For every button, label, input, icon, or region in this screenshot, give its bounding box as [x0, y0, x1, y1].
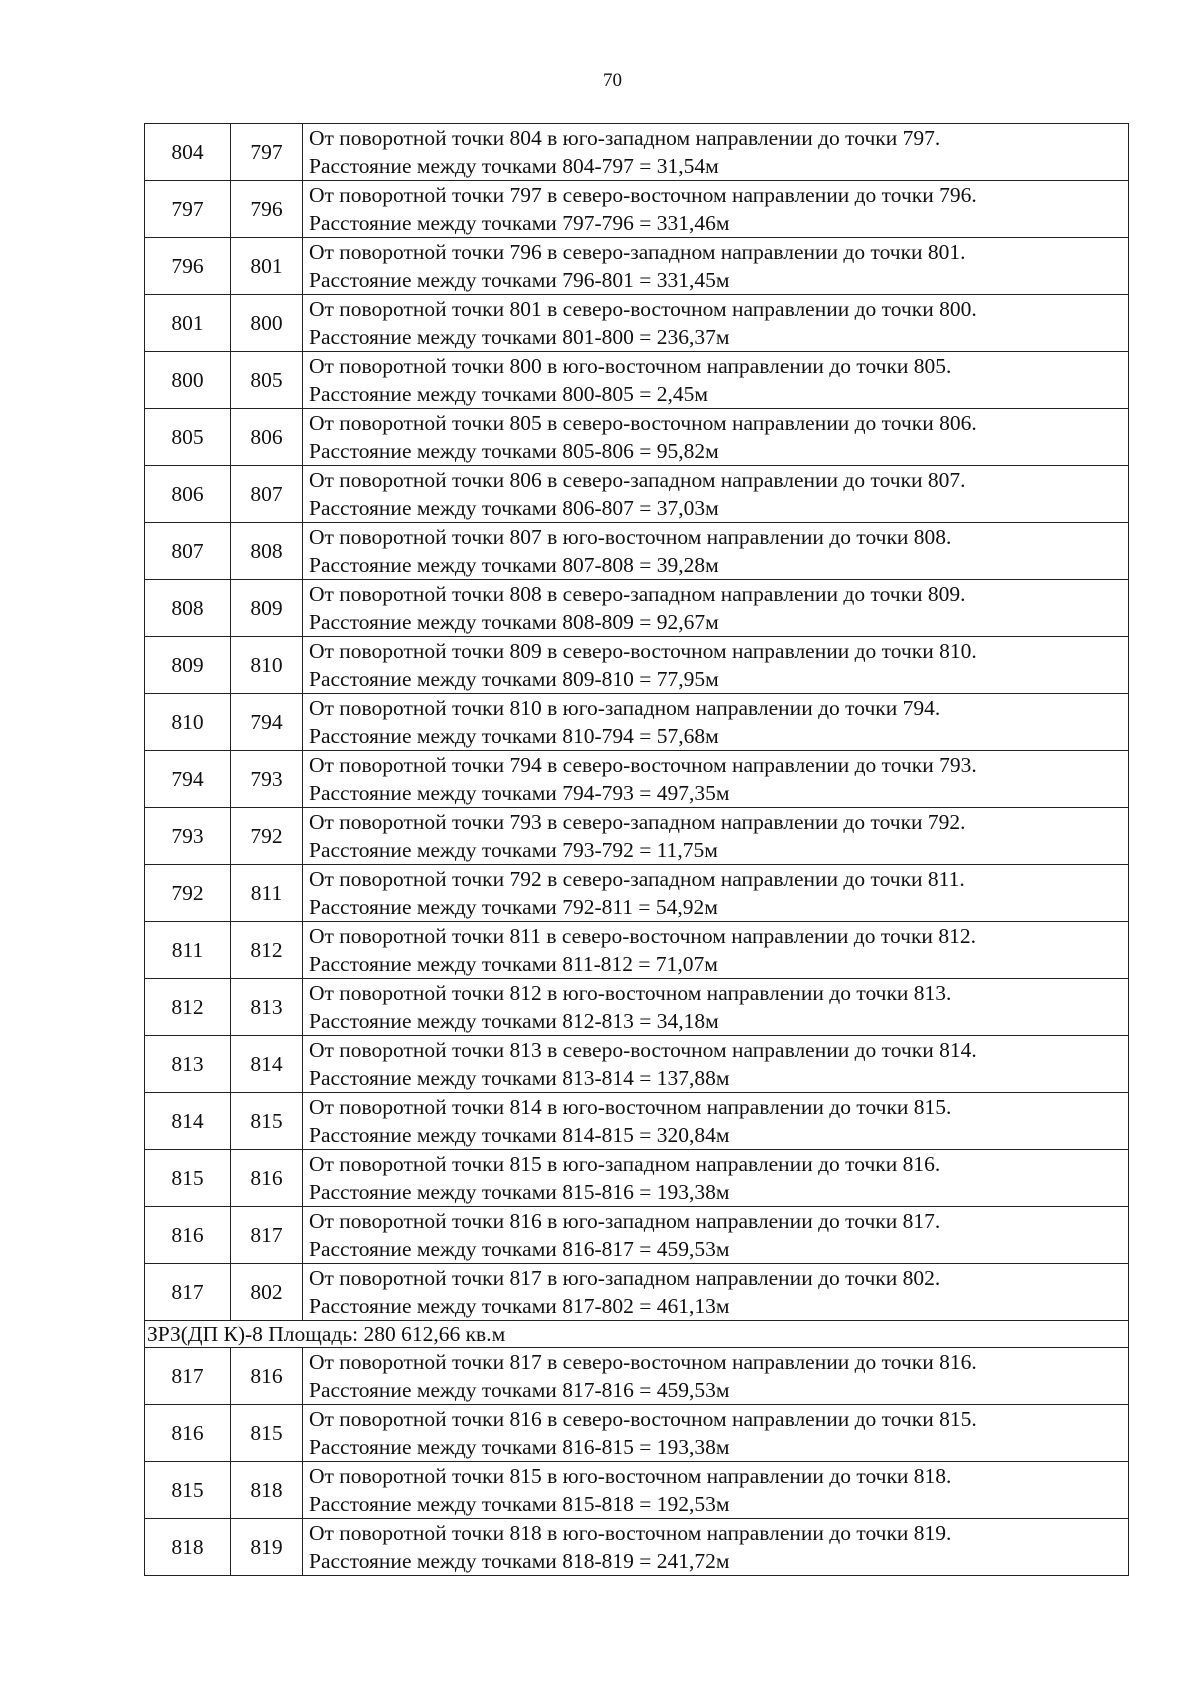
direction-text: От поворотной точки 815 в юго-западном направлении до точки 816.: [309, 1152, 941, 1176]
table-row: [145, 1348, 1129, 1405]
description-cell: [303, 751, 1129, 808]
distance-text: Расстояние между точками 793-792 = 11,75м: [309, 838, 718, 862]
table-row: [145, 694, 1129, 751]
to-point-cell: 816: [231, 1150, 303, 1207]
to-point-cell: 814: [231, 1036, 303, 1093]
description-cell: [303, 466, 1129, 523]
direction-text: От поворотной точки 796 в северо-западном направлении до точки 801.: [309, 240, 966, 264]
from-point-cell: 812: [145, 979, 231, 1036]
table-row: [145, 295, 1129, 352]
description-cell: [303, 1348, 1129, 1405]
distance-text: Расстояние между точками 810-794 = 57,68м: [309, 724, 719, 748]
table-row: [145, 865, 1129, 922]
description-cell: [303, 979, 1129, 1036]
to-point-cell: 805: [231, 352, 303, 409]
description-cell: [303, 808, 1129, 865]
to-point-cell: 816: [231, 1348, 303, 1405]
from-point-cell: 815: [145, 1462, 231, 1519]
from-point-cell: 794: [145, 751, 231, 808]
table-row: [145, 1207, 1129, 1264]
direction-text: От поворотной точки 810 в юго-западном направлении до точки 794.: [309, 696, 941, 720]
distance-text: Расстояние между точками 809-810 = 77,95м: [309, 667, 719, 691]
to-point-cell: 796: [231, 181, 303, 238]
distance-text: Расстояние между точками 792-811 = 54,92м: [309, 895, 718, 919]
distance-text: Расстояние между точками 816-817 = 459,53м: [309, 1237, 730, 1261]
table-row: [145, 1093, 1129, 1150]
direction-text: От поворотной точки 794 в северо-восточном направлении до точки 793.: [309, 753, 977, 777]
distance-text: Расстояние между точками 818-819 = 241,72м: [309, 1549, 730, 1573]
table-row: [145, 124, 1129, 181]
description-cell: [303, 181, 1129, 238]
distance-text: Расстояние между точками 814-815 = 320,84м: [309, 1123, 730, 1147]
direction-text: От поворотной точки 811 в северо-восточном направлении до точки 812.: [309, 924, 976, 948]
to-point-cell: 817: [231, 1207, 303, 1264]
description-cell: [303, 922, 1129, 979]
description-cell: [303, 694, 1129, 751]
from-point-cell: 806: [145, 466, 231, 523]
from-point-cell: 805: [145, 409, 231, 466]
to-point-cell: 797: [231, 124, 303, 181]
from-point-cell: 810: [145, 694, 231, 751]
direction-text: От поворотной точки 815 в юго-восточном направлении до точки 818.: [309, 1464, 952, 1488]
from-point-cell: 793: [145, 808, 231, 865]
direction-text: От поворотной точки 818 в юго-восточном направлении до точки 819.: [309, 1521, 952, 1545]
table-row: [145, 1036, 1129, 1093]
table-row: [145, 1462, 1129, 1519]
table-row: [145, 181, 1129, 238]
distance-text: Расстояние между точками 797-796 = 331,46м: [309, 211, 730, 235]
description-cell: [303, 1519, 1129, 1576]
distance-text: Расстояние между точками 796-801 = 331,45м: [309, 268, 730, 292]
distance-text: Расстояние между точками 813-814 = 137,88м: [309, 1066, 730, 1090]
description-cell: [303, 352, 1129, 409]
to-point-cell: 792: [231, 808, 303, 865]
direction-text: От поворотной точки 797 в северо-восточном направлении до точки 796.: [309, 183, 977, 207]
from-point-cell: 816: [145, 1405, 231, 1462]
to-point-cell: 809: [231, 580, 303, 637]
from-point-cell: 809: [145, 637, 231, 694]
from-point-cell: 796: [145, 238, 231, 295]
table-row: [145, 352, 1129, 409]
table-row: [145, 409, 1129, 466]
description-cell: [303, 523, 1129, 580]
distance-text: Расстояние между точками 805-806 = 95,82м: [309, 439, 719, 463]
table-row: [145, 808, 1129, 865]
description-cell: [303, 295, 1129, 352]
to-point-cell: 800: [231, 295, 303, 352]
section-header: ЗРЗ(ДП К)-8 Площадь: 280 612,66 кв.м: [145, 1321, 1129, 1348]
distance-text: Расстояние между точками 806-807 = 37,03м: [309, 496, 719, 520]
distance-text: Расстояние между точками 817-816 = 459,53м: [309, 1378, 730, 1402]
distance-text: Расстояние между точками 816-815 = 193,38м: [309, 1435, 730, 1459]
description-cell: [303, 1150, 1129, 1207]
direction-text: От поворотной точки 806 в северо-западном направлении до точки 807.: [309, 468, 966, 492]
description-cell: [303, 1462, 1129, 1519]
to-point-cell: 815: [231, 1405, 303, 1462]
distance-text: Расстояние между точками 808-809 = 92,67м: [309, 610, 719, 634]
to-point-cell: 794: [231, 694, 303, 751]
description-cell: [303, 124, 1129, 181]
to-point-cell: 793: [231, 751, 303, 808]
table-row: [145, 922, 1129, 979]
from-point-cell: 814: [145, 1093, 231, 1150]
table-row: [145, 1519, 1129, 1576]
table-row: [145, 466, 1129, 523]
direction-text: От поворотной точки 813 в северо-восточном направлении до точки 814.: [309, 1038, 977, 1062]
from-point-cell: 807: [145, 523, 231, 580]
section-header-row: [145, 1321, 1129, 1348]
direction-text: От поворотной точки 800 в юго-восточном направлении до точки 805.: [309, 354, 952, 378]
from-point-cell: 808: [145, 580, 231, 637]
distance-text: Расстояние между точками 815-818 = 192,53м: [309, 1492, 730, 1516]
distance-text: Расстояние между точками 794-793 = 497,35м: [309, 781, 730, 805]
description-cell: [303, 1264, 1129, 1321]
table-row: [145, 979, 1129, 1036]
description-cell: [303, 238, 1129, 295]
direction-text: От поворотной точки 809 в северо-восточном направлении до точки 810.: [309, 639, 977, 663]
description-cell: [303, 1207, 1129, 1264]
table-row: [145, 1264, 1129, 1321]
from-point-cell: 817: [145, 1264, 231, 1321]
direction-text: От поворотной точки 808 в северо-западном направлении до точки 809.: [309, 582, 966, 606]
direction-text: От поворотной точки 816 в юго-западном направлении до точки 817.: [309, 1209, 941, 1233]
to-point-cell: 818: [231, 1462, 303, 1519]
table-row: [145, 637, 1129, 694]
direction-text: От поворотной точки 804 в юго-западном направлении до точки 797.: [309, 126, 941, 150]
direction-text: От поворотной точки 793 в северо-западном направлении до точки 792.: [309, 810, 966, 834]
description-cell: [303, 409, 1129, 466]
direction-text: От поворотной точки 817 в юго-западном направлении до точки 802.: [309, 1266, 941, 1290]
table-body: [145, 124, 1129, 1576]
page-number: 70: [603, 70, 622, 91]
from-point-cell: 815: [145, 1150, 231, 1207]
table-row: [145, 580, 1129, 637]
table-row: [145, 1405, 1129, 1462]
boundary-table: [144, 123, 1129, 1576]
table-row: [145, 238, 1129, 295]
to-point-cell: 806: [231, 409, 303, 466]
direction-text: От поворотной точки 801 в северо-восточном направлении до точки 800.: [309, 297, 977, 321]
from-point-cell: 797: [145, 181, 231, 238]
direction-text: От поворотной точки 792 в северо-западном направлении до точки 811.: [309, 867, 965, 891]
from-point-cell: 816: [145, 1207, 231, 1264]
direction-text: От поворотной точки 807 в юго-восточном направлении до точки 808.: [309, 525, 952, 549]
distance-text: Расстояние между точками 804-797 = 31,54м: [309, 154, 719, 178]
to-point-cell: 808: [231, 523, 303, 580]
from-point-cell: 801: [145, 295, 231, 352]
from-point-cell: 804: [145, 124, 231, 181]
from-point-cell: 800: [145, 352, 231, 409]
distance-text: Расстояние между точками 815-816 = 193,38м: [309, 1180, 730, 1204]
table-row: [145, 523, 1129, 580]
distance-text: Расстояние между точками 817-802 = 461,13м: [309, 1294, 730, 1318]
distance-text: Расстояние между точками 807-808 = 39,28м: [309, 553, 719, 577]
description-cell: [303, 1036, 1129, 1093]
distance-text: Расстояние между точками 800-805 = 2,45м: [309, 382, 708, 406]
to-point-cell: 802: [231, 1264, 303, 1321]
from-point-cell: 817: [145, 1348, 231, 1405]
to-point-cell: 810: [231, 637, 303, 694]
direction-text: От поворотной точки 805 в северо-восточном направлении до точки 806.: [309, 411, 977, 435]
to-point-cell: 813: [231, 979, 303, 1036]
to-point-cell: 811: [231, 865, 303, 922]
to-point-cell: 807: [231, 466, 303, 523]
direction-text: От поворотной точки 816 в северо-восточном направлении до точки 815.: [309, 1407, 977, 1431]
distance-text: Расстояние между точками 801-800 = 236,37м: [309, 325, 730, 349]
distance-text: Расстояние между точками 812-813 = 34,18м: [309, 1009, 719, 1033]
table-row: [145, 1150, 1129, 1207]
to-point-cell: 819: [231, 1519, 303, 1576]
direction-text: От поворотной точки 814 в юго-восточном направлении до точки 815.: [309, 1095, 952, 1119]
to-point-cell: 801: [231, 238, 303, 295]
direction-text: От поворотной точки 812 в юго-восточном направлении до точки 813.: [309, 981, 952, 1005]
from-point-cell: 811: [145, 922, 231, 979]
from-point-cell: 813: [145, 1036, 231, 1093]
table-row: [145, 751, 1129, 808]
to-point-cell: 812: [231, 922, 303, 979]
description-cell: [303, 637, 1129, 694]
to-point-cell: 815: [231, 1093, 303, 1150]
description-cell: [303, 1093, 1129, 1150]
description-cell: [303, 865, 1129, 922]
from-point-cell: 818: [145, 1519, 231, 1576]
direction-text: От поворотной точки 817 в северо-восточном направлении до точки 816.: [309, 1350, 977, 1374]
distance-text: Расстояние между точками 811-812 = 71,07м: [309, 952, 718, 976]
description-cell: [303, 580, 1129, 637]
from-point-cell: 792: [145, 865, 231, 922]
description-cell: [303, 1405, 1129, 1462]
